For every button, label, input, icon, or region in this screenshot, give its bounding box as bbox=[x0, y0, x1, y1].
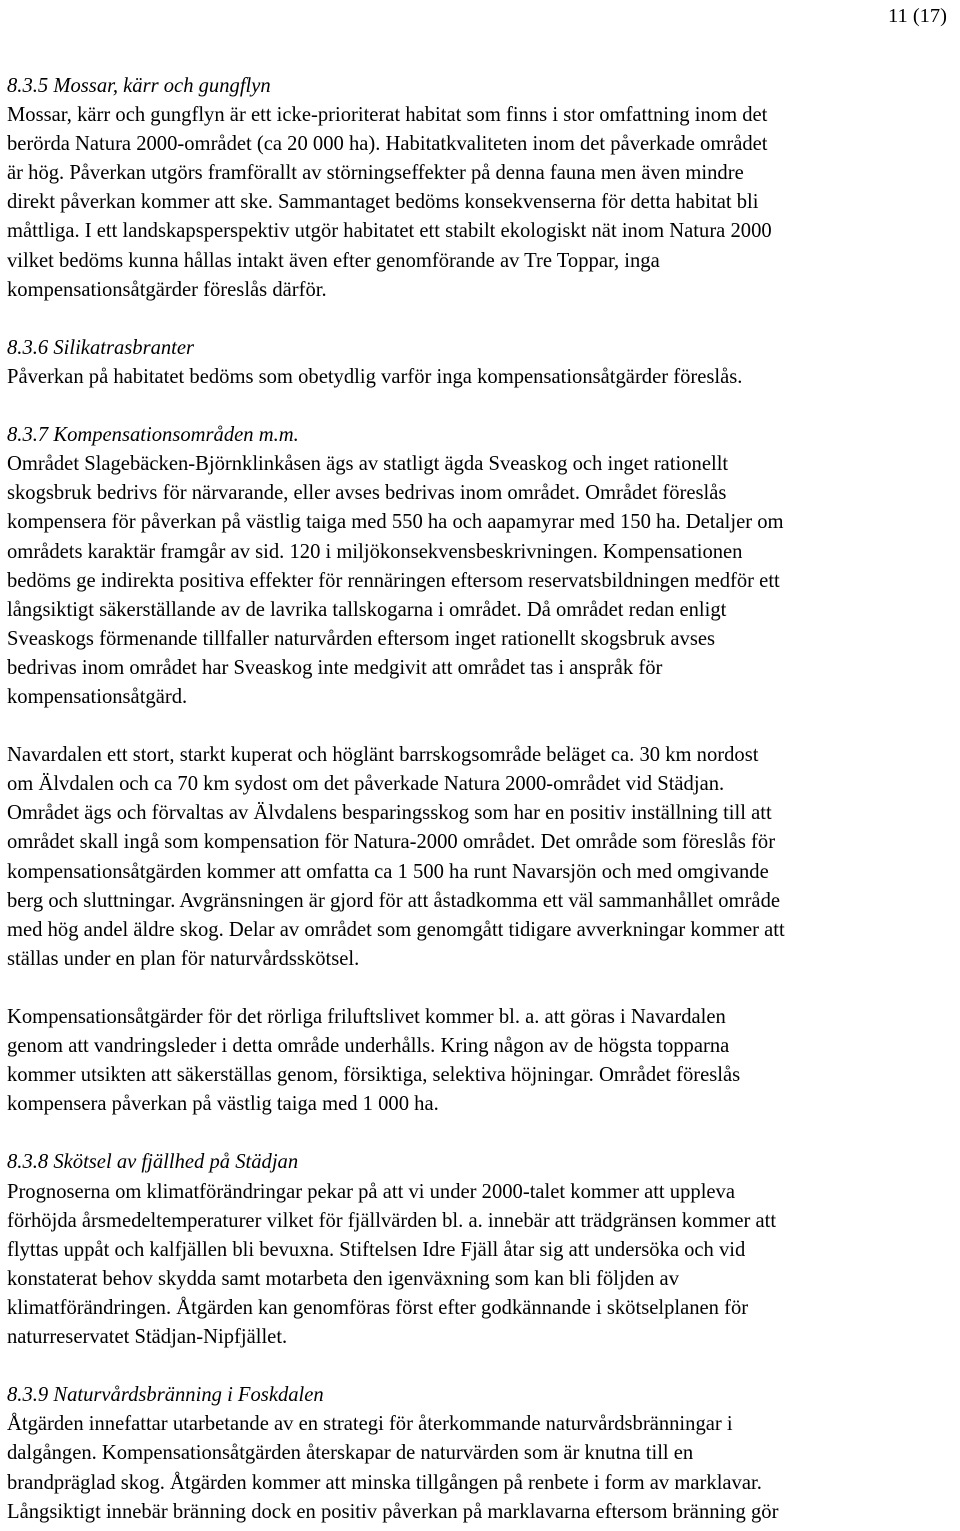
text-line: Mossar, kärr och gungflyn är ett icke-prioriterat habitat som finns i stor omfattning inom det bbox=[7, 104, 768, 127]
paragraph bbox=[7, 1003, 959, 1119]
text-line: direkt påverkan kommer att ske. Sammantaget bedöms konsekvenserna för detta habitat bli bbox=[7, 191, 759, 214]
section-gap bbox=[7, 1119, 959, 1148]
text-line: Långsiktigt innebär bränning dock en positiv påverkan på marklavarna eftersom bränning gör bbox=[7, 1500, 779, 1523]
text-line: kompensationsåtgärder föreslås därför. bbox=[7, 278, 327, 301]
text-line: dalgången. Kompensationsåtgärden återskapar de naturvärden som är knutna till en bbox=[7, 1442, 694, 1465]
text-line: berg och sluttningar. Avgränsningen är gjord för att åstadkomma ett väl sammanhållet område bbox=[7, 889, 781, 912]
text-line: Åtgärden innefattar utarbetande av en strategi för återkommande naturvårdsbränningar i bbox=[7, 1413, 733, 1436]
text-line: kompensera för påverkan på västlig taiga med 550 ha och aapamyrar med 150 ha. Detaljer om bbox=[7, 511, 784, 534]
text-line: Området Slagebäcken-Björnklinkåsen ägs av statligt ägda Sveaskog och inget rationellt bbox=[7, 453, 729, 476]
paragraph bbox=[7, 1178, 959, 1353]
text-line: är hög. Påverkan utgörs framförallt av störningseffekter på denna fauna men även mindre bbox=[7, 162, 744, 185]
text-line: naturreservatet Städjan-Nipfjället. bbox=[7, 1326, 288, 1349]
text-line: brandpräglad skog. Åtgärden kommer att minska tillgången på renbete i form av marklavar. bbox=[7, 1471, 762, 1494]
text-line: flyttas uppåt och kalfjällen bli bevuxna. Stiftelsen Idre Fjäll åtar sig att undersöka och vid bbox=[7, 1238, 746, 1261]
section-heading: 8.3.6 Silikatrasbranter bbox=[7, 336, 195, 359]
text-line: vilket bedöms kunna hållas intakt även efter genomförande av Tre Toppar, inga bbox=[7, 249, 660, 272]
paragraph bbox=[7, 1410, 959, 1526]
text-line: om Älvdalen och ca 70 km sydost om det påverkade Natura 2000-området vid Städjan. bbox=[7, 773, 725, 796]
text-line: kompensera påverkan på västlig taiga med 1 000 ha. bbox=[7, 1093, 439, 1116]
document-body bbox=[7, 72, 959, 1527]
text-line: med hög andel äldre skog. Delar av området som genomgått tidigare avverkningar kommer att bbox=[7, 918, 785, 941]
paragraph bbox=[7, 450, 959, 712]
paragraph bbox=[7, 741, 959, 974]
text-line: Området ägs och förvaltas av Älvdalens besparingsskog som har en positiv inställning till att bbox=[7, 802, 772, 825]
paragraph-gap bbox=[7, 974, 959, 1003]
section-heading: 8.3.9 Naturvårdsbränning i Foskdalen bbox=[7, 1384, 324, 1407]
section-heading: 8.3.5 Mossar, kärr och gungflyn bbox=[7, 75, 271, 97]
text-line: området skall ingå som kompensation för Natura-2000 området. Det område som föreslås för bbox=[7, 831, 776, 854]
text-line: förhöjda årsmedeltemperaturer vilket för fjällvärden bl. a. innebär att trädgränsen kommer att bbox=[7, 1209, 777, 1232]
text-line: kompensationsåtgärd. bbox=[7, 685, 188, 708]
text-line: Sveaskogs förmenande tillfaller naturvården eftersom inget rationellt skogsbruk avses bbox=[7, 627, 715, 650]
text-line: kompensationsåtgärden kommer att omfatta ca 1 500 ha runt Navarsjön och med omgivande bbox=[7, 860, 769, 883]
paragraph bbox=[7, 363, 959, 392]
page-number: 11 (17) bbox=[887, 5, 947, 27]
text-line: ställas under en plan för naturvårdsskötsel. bbox=[7, 947, 360, 970]
text-line: klimatförändringen. Åtgärden kan genomföras först efter godkännande i skötselplanen för bbox=[7, 1296, 749, 1319]
text-line: bedrivas inom området har Sveaskog inte medgivit att området tas i anspråk för bbox=[7, 656, 663, 679]
text-line: konstaterat behov skydda samt motarbeta den igenväxning som kan bli följden av bbox=[7, 1267, 679, 1290]
text-line: Navardalen ett stort, starkt kuperat och höglänt barrskogsområde beläget ca. 30 km nordost bbox=[7, 744, 759, 767]
paragraph bbox=[7, 101, 959, 305]
text-line: områdets karaktär framgår av sid. 120 i miljökonsekvensbeskrivningen. Kompensationen bbox=[7, 540, 743, 563]
section-heading: 8.3.8 Skötsel av fjällhed på Städjan bbox=[7, 1151, 299, 1174]
text-line: Kompensationsåtgärder för det rörliga friluftslivet kommer bl. a. att göras i Navardalen bbox=[7, 1006, 726, 1028]
text-line: Påverkan på habitatet bedöms som obetydlig varför inga kompensationsåtgärder föreslås. bbox=[7, 365, 743, 388]
section-gap bbox=[7, 1352, 959, 1381]
text-line: kommer utsikten att säkerställas genom, försiktiga, selektiva höjningar. Området föreslås bbox=[7, 1064, 741, 1087]
text-line: Prognoserna om klimatförändringar pekar på att vi under 2000-talet kommer att uppleva bbox=[7, 1180, 735, 1203]
text-line: berörda Natura 2000-området (ca 20 000 ha). Habitatkvaliteten inom det påverkade området bbox=[7, 133, 768, 156]
text-line: skogsbruk bedrivs för närvarande, eller avses bedrivas inom området. Området föreslås bbox=[7, 482, 727, 505]
text-line: långsiktigt säkerställande av de lavrika tallskogarna i området. Då området redan enligt bbox=[7, 598, 727, 621]
section-gap bbox=[7, 305, 959, 334]
section-gap bbox=[7, 392, 959, 421]
section-heading: 8.3.7 Kompensationsområden m.m. bbox=[7, 424, 299, 447]
text-line: måttliga. I ett landskapsperspektiv utgör habitatet ett stabilt ekologiskt nät inom Natura 2000 bbox=[7, 220, 772, 243]
text-line: genom att vandringsleder i detta område underhålls. Kring någon av de högsta topparna bbox=[7, 1035, 730, 1058]
paragraph-gap bbox=[7, 712, 959, 741]
text-line: bedöms ge indirekta positiva effekter för rennäringen eftersom reservatsbildningen medför ett bbox=[7, 569, 780, 592]
